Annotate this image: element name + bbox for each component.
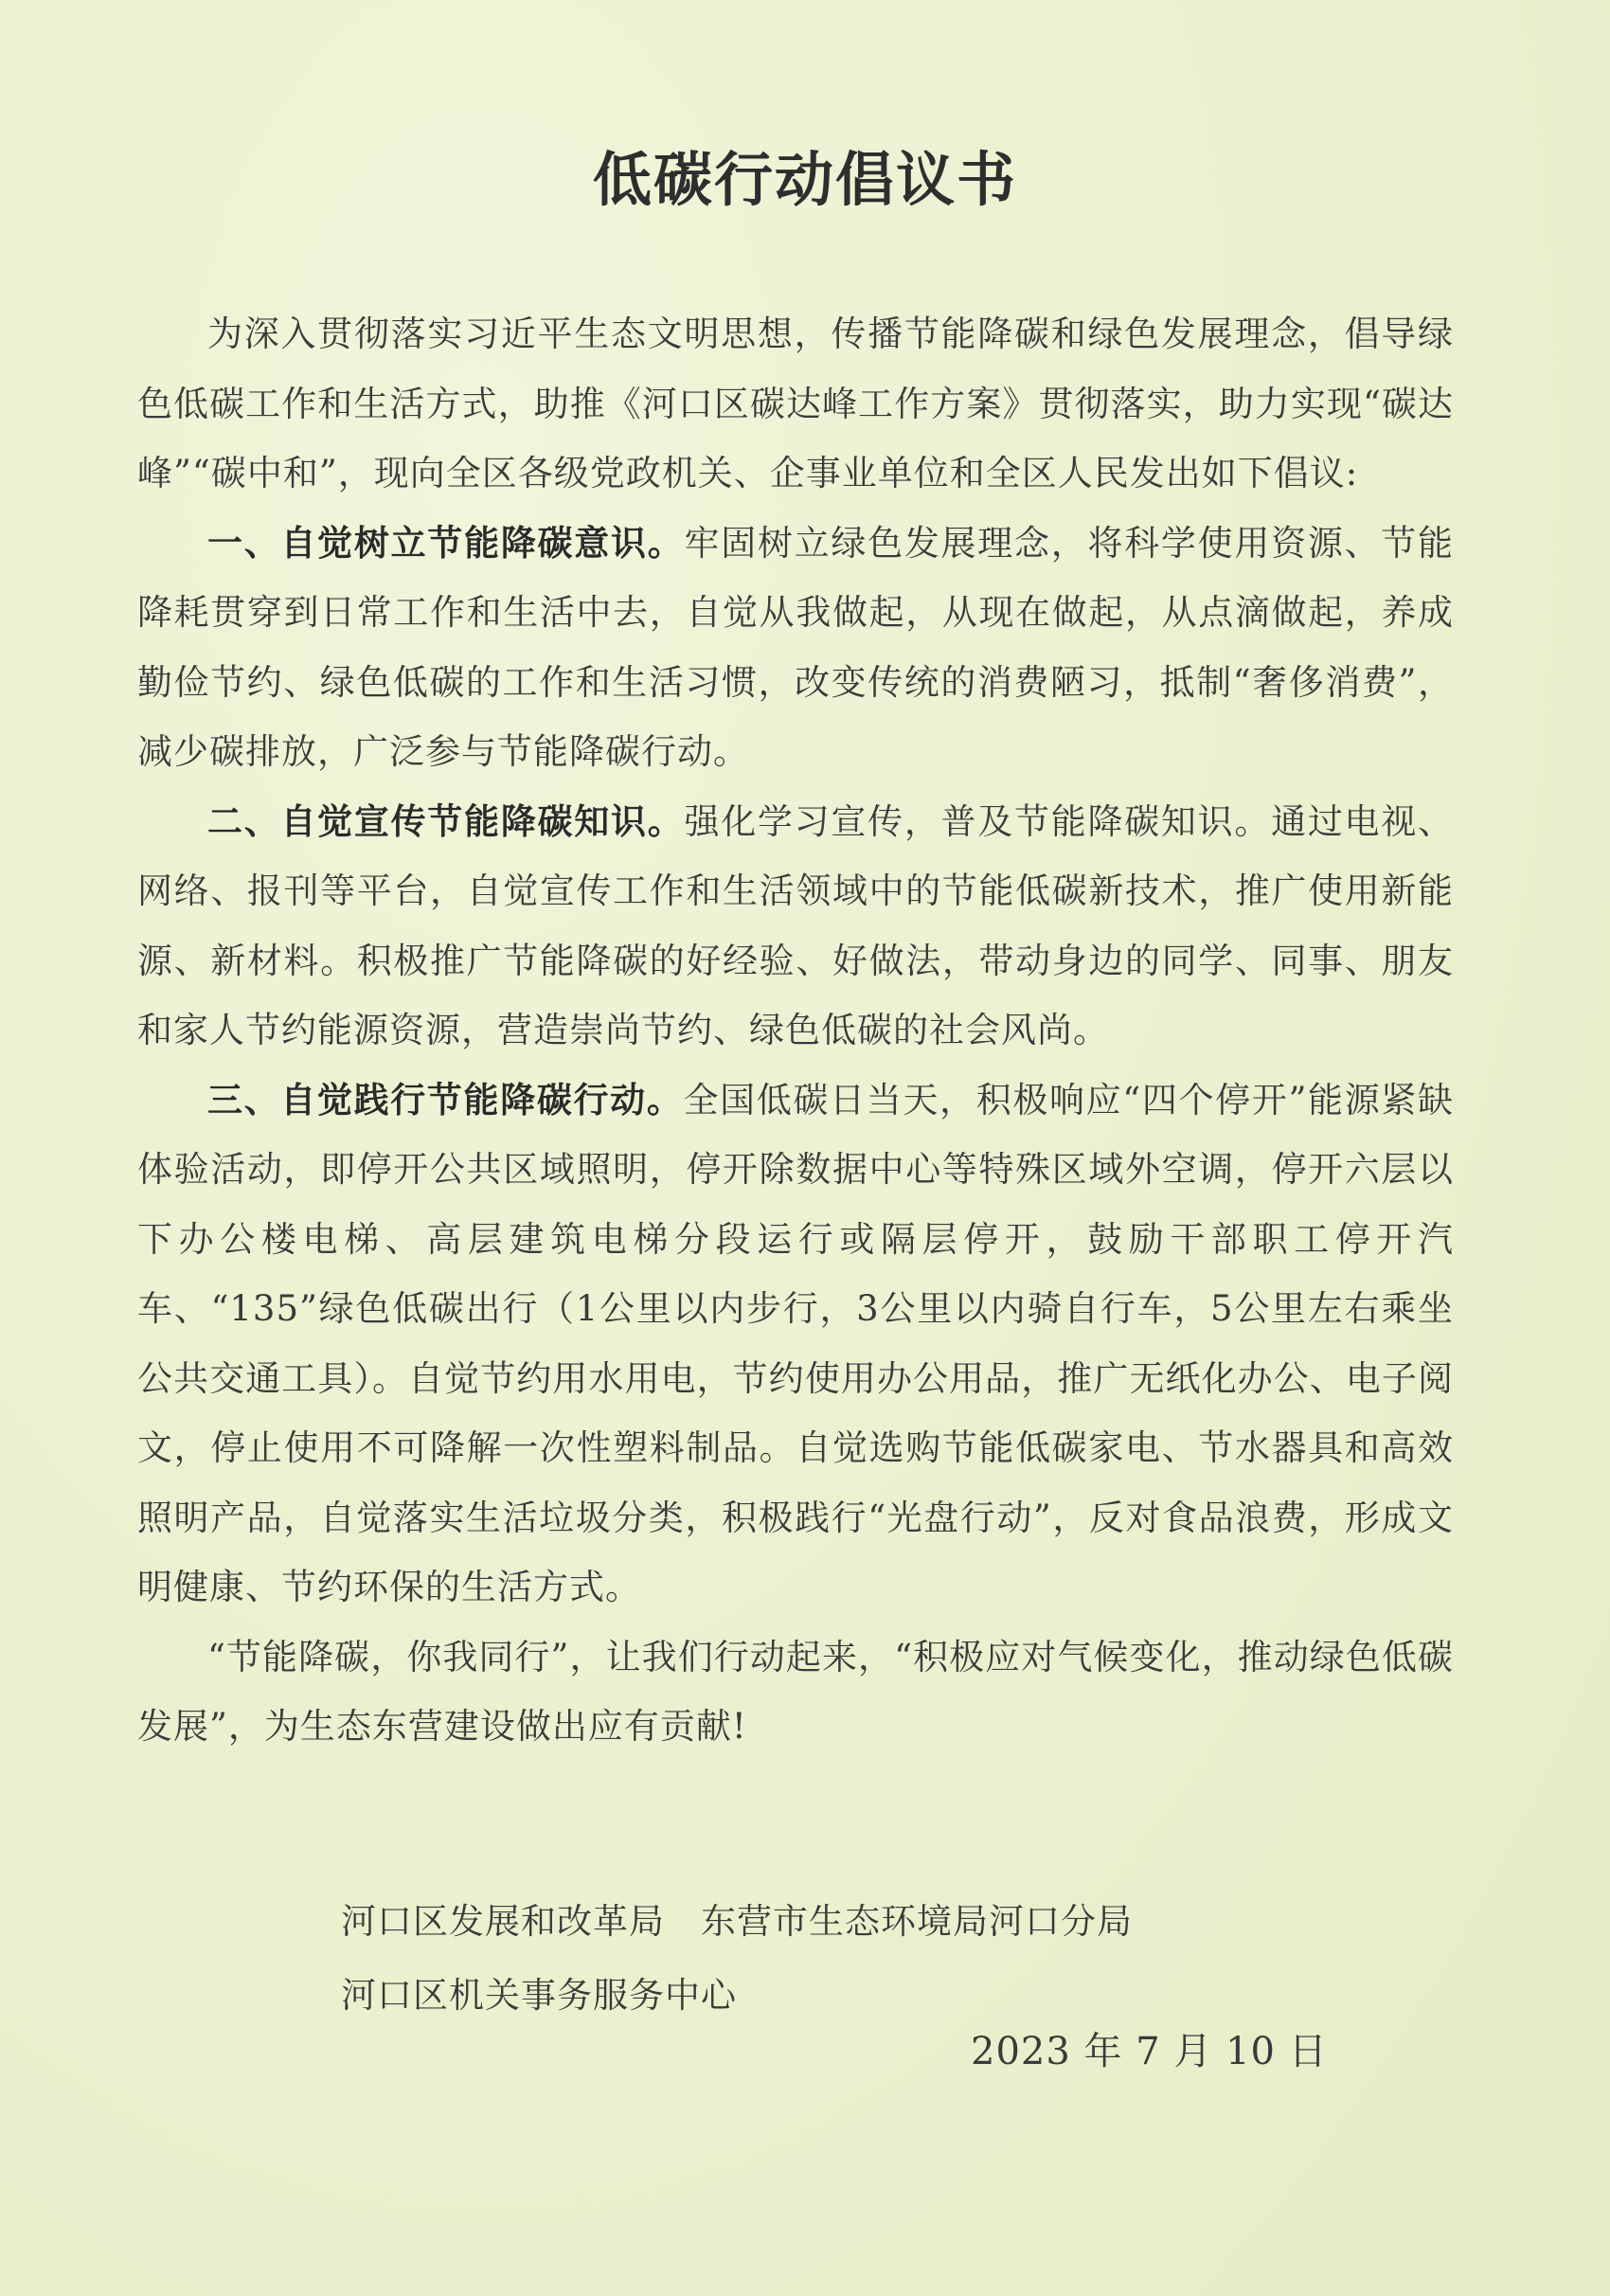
section-text-2: 强化学习宣传，普及节能降碳知识。通过电视、网络、报刊等平台，自觉宣传工作和生活领域中的节能低碳新技术，推广使用新能源、新材料。积极推广节能降碳的好经验、好做法，带动身边的同学、同事、朋友和家人节约能源资源，营造崇尚节约、绿色低碳的社会风尚。 bbox=[137, 800, 1455, 1050]
org-name: 东营市生态环境局河口分局 bbox=[701, 1901, 1133, 1942]
section-text-1: 牢固树立绿色发展理念，将科学使用资源、节能降耗贯穿到日常工作和生活中去，自觉从我做起，从现在做起，从点滴做起，养成勤俭节约、绿色低碳的工作和生活习惯，改变传统的消费陋习，抵制“奢侈消费”，减少碳排放，广泛参与节能降碳行动。 bbox=[137, 522, 1455, 772]
issuing-organizations bbox=[341, 1885, 1133, 2033]
closing-paragraph: “节能降碳，你我同行”，让我们行动起来，“积极应对气候变化，推动绿色低碳发展”，为生态东营建设做出应有贡献! bbox=[137, 1636, 1454, 1747]
section-paragraph-2 bbox=[137, 787, 1454, 1066]
intro-paragraph: 为深入贯彻落实习近平生态文明思想，传播节能降碳和绿色发展理念，倡导绿色低碳工作和生活方式，助推《河口区碳达峰工作方案》贯彻落实，助力实现“碳达峰”“碳中和”，现向全区各级党政机关、企事业单位和全区人民发出如下倡议: bbox=[137, 314, 1454, 493]
org-row-1 bbox=[341, 1885, 1133, 1959]
section-text-3: 全国低碳日当天，积极响应“四个停开”能源紧缺体验活动，即停开公共区域照明，停开除数据中心等特殊区域外空调，停开六层以下办公楼电梯、高层建筑电梯分段运行或隔层停开，鼓励干部职工停开汽车、“135”绿色低碳出行（1公里以内步行，3公里以内骑自行车，5公里左右乘坐公共交通工具）。自觉节约用水用电，节约使用办公用品，推广无纸化办公、电子阅文，停止使用不可降解一次性塑料制品。自觉选购节能低碳家电、节水器具和高效照明产品，自觉落实生活垃圾分类，积极践行“光盘行动”，反对食品浪费，形成文明健康、节约环保的生活方式。 bbox=[137, 1079, 1454, 1607]
document-body bbox=[137, 299, 1454, 1762]
org-name: 河口区发展和改革局 bbox=[341, 1901, 665, 1942]
section-paragraph-1 bbox=[137, 509, 1454, 787]
section-heading-2: 二、自觉宣传节能降碳知识。 bbox=[207, 800, 685, 842]
org-name: 河口区机关事务服务中心 bbox=[341, 1975, 737, 2016]
org-row-2 bbox=[341, 1959, 1133, 2033]
section-paragraph-3 bbox=[137, 1066, 1454, 1623]
section-heading-1: 一、自觉树立节能降碳意识。 bbox=[207, 522, 685, 564]
section-heading-3: 三、自觉践行节能降碳行动。 bbox=[207, 1079, 684, 1121]
document-title: 低碳行动倡议书 bbox=[592, 145, 1017, 214]
document-date: 2023 年 7 月 10 日 bbox=[971, 2030, 1328, 2073]
